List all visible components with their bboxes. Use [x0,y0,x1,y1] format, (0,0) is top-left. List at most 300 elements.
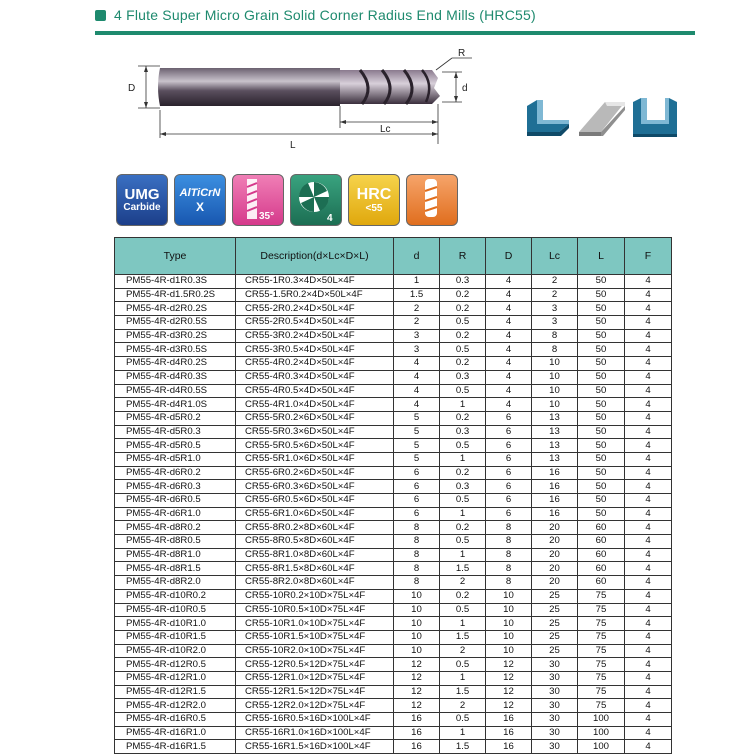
cell-D: 12 [486,671,532,685]
cell-Lc: 16 [532,494,578,508]
cell-R: 0.5 [440,535,486,549]
cell-type: PM55-4R-d10R2.0 [115,644,236,658]
corner-radius-icon [406,174,458,226]
header-rule [95,31,695,35]
cell-d: 8 [394,562,440,576]
cell-description: CR55-4R0.2×4D×50L×4F [236,357,394,371]
table-row [115,576,672,590]
cell-Lc: 10 [532,370,578,384]
cell-description: CR55-8R1.5×8D×60L×4F [236,562,394,576]
cell-F: 4 [625,507,672,521]
cell-F: 4 [625,685,672,699]
cell-Lc: 16 [532,480,578,494]
col-L: L [578,238,625,275]
cell-type: PM55-4R-d12R2.0 [115,699,236,713]
cell-type: PM55-4R-d5R0.3 [115,425,236,439]
cell-D: 4 [486,329,532,343]
cell-L: 75 [578,589,625,603]
cell-L: 50 [578,480,625,494]
page-header [95,4,536,26]
table-row [115,302,672,316]
table-row [115,275,672,289]
cell-Lc: 30 [532,726,578,740]
cell-description: CR55-3R0.5×4D×50L×4F [236,343,394,357]
cell-type: PM55-4R-d2R0.2S [115,302,236,316]
cell-d: 10 [394,644,440,658]
cell-D: 10 [486,630,532,644]
cell-D: 6 [486,494,532,508]
cell-d: 10 [394,603,440,617]
cell-description: CR55-5R1.0×6D×50L×4F [236,452,394,466]
cell-F: 4 [625,576,672,590]
cell-R: 0.2 [440,521,486,535]
cell-L: 100 [578,713,625,727]
cell-F: 4 [625,316,672,330]
cell-L: 50 [578,452,625,466]
col-description: Description(d×Lc×D×L) [236,238,394,275]
cell-Lc: 30 [532,740,578,754]
table-row [115,288,672,302]
cell-type: PM55-4R-d6R0.3 [115,480,236,494]
cell-L: 50 [578,384,625,398]
cell-D: 6 [486,439,532,453]
cell-R: 1.5 [440,740,486,754]
cell-description: CR55-10R0.2×10D×75L×4F [236,589,394,603]
cell-d: 2 [394,316,440,330]
cell-F: 4 [625,302,672,316]
cell-F: 4 [625,535,672,549]
cell-Lc: 16 [532,466,578,480]
cell-R: 1 [440,452,486,466]
cell-D: 12 [486,685,532,699]
cell-d: 10 [394,589,440,603]
cell-description: CR55-2R0.2×4D×50L×4F [236,302,394,316]
cell-D: 8 [486,562,532,576]
cell-L: 60 [578,562,625,576]
cell-L: 50 [578,370,625,384]
table-row [115,494,672,508]
cell-R: 1.5 [440,630,486,644]
cell-L: 50 [578,316,625,330]
cell-Lc: 30 [532,685,578,699]
table-row [115,452,672,466]
cell-L: 75 [578,630,625,644]
table-row [115,316,672,330]
cell-d: 8 [394,521,440,535]
cell-description: CR55-8R0.2×8D×60L×4F [236,521,394,535]
cell-description: CR55-12R0.5×12D×75L×4F [236,658,394,672]
cell-d: 4 [394,357,440,371]
cell-L: 50 [578,302,625,316]
page-title: 4 Flute Super Micro Grain Solid Corner Radius End Mills (HRC55) [114,7,536,23]
end-mill-drawing [120,44,500,154]
cell-D: 4 [486,370,532,384]
cell-L: 50 [578,507,625,521]
cell-Lc: 13 [532,452,578,466]
cell-description: CR55-6R1.0×6D×50L×4F [236,507,394,521]
cell-R: 0.5 [440,384,486,398]
cell-type: PM55-4R-d4R0.3S [115,370,236,384]
cell-type: PM55-4R-d5R0.5 [115,439,236,453]
cell-d: 4 [394,384,440,398]
cell-D: 4 [486,316,532,330]
col-R: R [440,238,486,275]
cell-F: 4 [625,617,672,631]
dim-L-label: L [290,140,296,151]
cell-Lc: 2 [532,275,578,289]
table-row [115,644,672,658]
cell-d: 10 [394,617,440,631]
cell-description: CR55-1R0.3×4D×50L×4F [236,275,394,289]
cell-F: 4 [625,644,672,658]
cell-F: 4 [625,713,672,727]
table-row [115,713,672,727]
cell-D: 6 [486,466,532,480]
cell-description: CR55-5R0.3×6D×50L×4F [236,425,394,439]
cell-Lc: 30 [532,671,578,685]
cell-type: PM55-4R-d10R1.5 [115,630,236,644]
cell-description: CR55-5R0.5×6D×50L×4F [236,439,394,453]
cell-D: 4 [486,384,532,398]
dim-Lc-label: Lc [380,124,391,135]
table-row [115,589,672,603]
cell-D: 8 [486,548,532,562]
cell-L: 50 [578,343,625,357]
table-row [115,617,672,631]
cell-type: PM55-4R-d12R0.5 [115,658,236,672]
cell-d: 8 [394,535,440,549]
col-Lc: Lc [532,238,578,275]
cell-R: 0.2 [440,329,486,343]
cell-R: 0.5 [440,603,486,617]
cell-R: 0.2 [440,288,486,302]
cell-F: 4 [625,671,672,685]
cell-d: 6 [394,494,440,508]
cell-R: 1 [440,398,486,412]
cell-L: 50 [578,329,625,343]
table-row [115,685,672,699]
cell-R: 0.2 [440,357,486,371]
cell-type: PM55-4R-d8R2.0 [115,576,236,590]
table-header-row [115,238,672,275]
cell-type: PM55-4R-d16R1.5 [115,740,236,754]
table-row [115,425,672,439]
cell-D: 4 [486,343,532,357]
shoulder-milling-icon [527,100,569,136]
cell-Lc: 20 [532,548,578,562]
cell-description: CR55-12R1.5×12D×75L×4F [236,685,394,699]
table-row [115,630,672,644]
cell-d: 5 [394,452,440,466]
cell-description: CR55-8R1.0×8D×60L×4F [236,548,394,562]
cell-Lc: 20 [532,576,578,590]
cell-type: PM55-4R-d3R0.2S [115,329,236,343]
cell-type: PM55-4R-d16R0.5 [115,713,236,727]
cell-d: 8 [394,576,440,590]
cell-d: 5 [394,411,440,425]
cell-description: CR55-4R1.0×4D×50L×4F [236,398,394,412]
dim-R-label: R [458,48,466,59]
cell-D: 8 [486,535,532,549]
table-row [115,466,672,480]
cell-L: 50 [578,466,625,480]
cell-type: PM55-4R-d8R0.5 [115,535,236,549]
cell-F: 4 [625,726,672,740]
cell-description: CR55-10R2.0×10D×75L×4F [236,644,394,658]
spec-table [114,237,672,754]
dim-D-label: D [128,83,136,94]
table-row [115,343,672,357]
cell-Lc: 25 [532,630,578,644]
cell-Lc: 13 [532,411,578,425]
cell-type: PM55-4R-d10R0.5 [115,603,236,617]
cell-d: 6 [394,480,440,494]
cell-Lc: 25 [532,617,578,631]
cell-type: PM55-4R-d16R1.0 [115,726,236,740]
cell-F: 4 [625,357,672,371]
hrc-icon: HRC <55 [348,174,400,226]
cell-L: 75 [578,671,625,685]
cell-R: 0.5 [440,343,486,357]
cell-D: 4 [486,288,532,302]
cell-d: 12 [394,658,440,672]
cell-Lc: 30 [532,699,578,713]
cell-R: 0.5 [440,439,486,453]
cell-R: 1.5 [440,685,486,699]
table-row [115,603,672,617]
cell-F: 4 [625,425,672,439]
cell-R: 0.2 [440,302,486,316]
cell-R: 0.2 [440,411,486,425]
cell-L: 75 [578,603,625,617]
cell-D: 4 [486,357,532,371]
cell-description: CR55-6R0.5×6D×50L×4F [236,494,394,508]
cell-L: 75 [578,685,625,699]
cell-R: 1 [440,548,486,562]
cell-R: 2 [440,644,486,658]
cell-Lc: 13 [532,425,578,439]
helix-angle-value: 35° [259,211,275,222]
cell-D: 16 [486,740,532,754]
cell-L: 50 [578,357,625,371]
cell-type: PM55-4R-d8R0.2 [115,521,236,535]
cell-d: 6 [394,466,440,480]
cell-F: 4 [625,658,672,672]
cell-type: PM55-4R-d6R1.0 [115,507,236,521]
cell-Lc: 13 [532,439,578,453]
cell-type: PM55-4R-d8R1.5 [115,562,236,576]
cell-description: CR55-1.5R0.2×4D×50L×4F [236,288,394,302]
cell-D: 12 [486,699,532,713]
cell-description: CR55-10R0.5×10D×75L×4F [236,603,394,617]
cell-D: 4 [486,302,532,316]
cell-description: CR55-6R0.3×6D×50L×4F [236,480,394,494]
cell-D: 16 [486,726,532,740]
cell-Lc: 3 [532,316,578,330]
cell-type: PM55-4R-d1R0.3S [115,275,236,289]
table-row [115,411,672,425]
cell-d: 2 [394,302,440,316]
cell-d: 1 [394,275,440,289]
cell-description: CR55-16R1.0×16D×100L×4F [236,726,394,740]
cell-F: 4 [625,384,672,398]
table-row [115,439,672,453]
cell-description: CR55-6R0.2×6D×50L×4F [236,466,394,480]
cell-d: 16 [394,713,440,727]
cell-type: PM55-4R-d10R0.2 [115,589,236,603]
cell-D: 12 [486,658,532,672]
cell-d: 12 [394,699,440,713]
cell-type: PM55-4R-d1.5R0.2S [115,288,236,302]
cell-F: 4 [625,630,672,644]
cell-d: 16 [394,740,440,754]
cell-Lc: 2 [532,288,578,302]
cell-L: 100 [578,740,625,754]
cell-D: 16 [486,713,532,727]
cell-description: CR55-16R0.5×16D×100L×4F [236,713,394,727]
cell-description: CR55-10R1.0×10D×75L×4F [236,617,394,631]
cell-L: 50 [578,439,625,453]
cell-Lc: 8 [532,329,578,343]
cell-D: 8 [486,576,532,590]
cell-D: 6 [486,411,532,425]
cell-Lc: 20 [532,521,578,535]
table-row [115,384,672,398]
cell-L: 75 [578,658,625,672]
cell-type: PM55-4R-d12R1.0 [115,671,236,685]
cell-F: 4 [625,329,672,343]
cell-description: CR55-2R0.5×4D×50L×4F [236,316,394,330]
cell-D: 6 [486,480,532,494]
cell-type: PM55-4R-d5R0.2 [115,411,236,425]
cell-Lc: 20 [532,562,578,576]
cell-L: 50 [578,425,625,439]
flute-count-icon [290,174,342,226]
cell-D: 10 [486,589,532,603]
cell-L: 50 [578,494,625,508]
slope-milling-icon [579,102,625,136]
cell-F: 4 [625,480,672,494]
cell-F: 4 [625,398,672,412]
cell-Lc: 10 [532,384,578,398]
col-F: F [625,238,672,275]
cell-R: 1.5 [440,562,486,576]
cell-Lc: 3 [532,302,578,316]
cell-R: 0.5 [440,494,486,508]
table-row [115,671,672,685]
cell-F: 4 [625,548,672,562]
cell-R: 0.5 [440,658,486,672]
cell-d: 12 [394,685,440,699]
cell-R: 0.3 [440,425,486,439]
cell-type: PM55-4R-d6R0.2 [115,466,236,480]
cell-type: PM55-4R-d10R1.0 [115,617,236,631]
cell-description: CR55-4R0.3×4D×50L×4F [236,370,394,384]
cell-d: 6 [394,507,440,521]
col-D: D [486,238,532,275]
table-row [115,329,672,343]
cell-Lc: 25 [532,603,578,617]
table-row [115,507,672,521]
cell-R: 2 [440,576,486,590]
cell-d: 4 [394,398,440,412]
cell-d: 5 [394,439,440,453]
cell-Lc: 8 [532,343,578,357]
cell-R: 0.2 [440,589,486,603]
cell-type: PM55-4R-d5R1.0 [115,452,236,466]
cell-d: 5 [394,425,440,439]
table-row [115,521,672,535]
col-d: d [394,238,440,275]
cell-F: 4 [625,439,672,453]
cell-L: 50 [578,411,625,425]
table-row [115,726,672,740]
cell-R: 1 [440,726,486,740]
cell-F: 4 [625,275,672,289]
cell-L: 60 [578,548,625,562]
cell-F: 4 [625,466,672,480]
cell-L: 60 [578,576,625,590]
cell-description: CR55-16R1.5×16D×100L×4F [236,740,394,754]
col-type: Type [115,238,236,275]
cell-D: 10 [486,603,532,617]
cell-type: PM55-4R-d3R0.5S [115,343,236,357]
table-row [115,562,672,576]
cell-L: 50 [578,275,625,289]
cell-F: 4 [625,288,672,302]
cell-d: 8 [394,548,440,562]
cell-description: CR55-3R0.2×4D×50L×4F [236,329,394,343]
cell-L: 75 [578,644,625,658]
cell-L: 100 [578,726,625,740]
cell-R: 2 [440,699,486,713]
helix-angle-icon [232,174,284,226]
cell-Lc: 30 [532,658,578,672]
cell-F: 4 [625,494,672,508]
cell-F: 4 [625,521,672,535]
cell-Lc: 20 [532,535,578,549]
cell-type: PM55-4R-d4R0.2S [115,357,236,371]
cell-R: 1 [440,671,486,685]
cell-F: 4 [625,452,672,466]
cell-L: 60 [578,535,625,549]
table-body [115,275,672,754]
cell-R: 0.2 [440,466,486,480]
cell-description: CR55-10R1.5×10D×75L×4F [236,630,394,644]
cell-description: CR55-5R0.2×6D×50L×4F [236,411,394,425]
cell-L: 60 [578,521,625,535]
cell-L: 50 [578,398,625,412]
umg-carbide-icon: UMG Carbide [116,174,168,226]
cell-L: 50 [578,288,625,302]
cell-Lc: 10 [532,357,578,371]
cell-D: 4 [486,275,532,289]
cell-R: 0.3 [440,480,486,494]
cell-F: 4 [625,603,672,617]
cell-R: 1 [440,617,486,631]
table-row [115,699,672,713]
cell-d: 1.5 [394,288,440,302]
cell-d: 10 [394,630,440,644]
cell-Lc: 25 [532,644,578,658]
cell-D: 10 [486,644,532,658]
bullet-square-icon [95,10,106,21]
cell-F: 4 [625,699,672,713]
cell-type: PM55-4R-d4R0.5S [115,384,236,398]
cell-F: 4 [625,562,672,576]
cell-Lc: 30 [532,713,578,727]
cell-Lc: 25 [532,589,578,603]
